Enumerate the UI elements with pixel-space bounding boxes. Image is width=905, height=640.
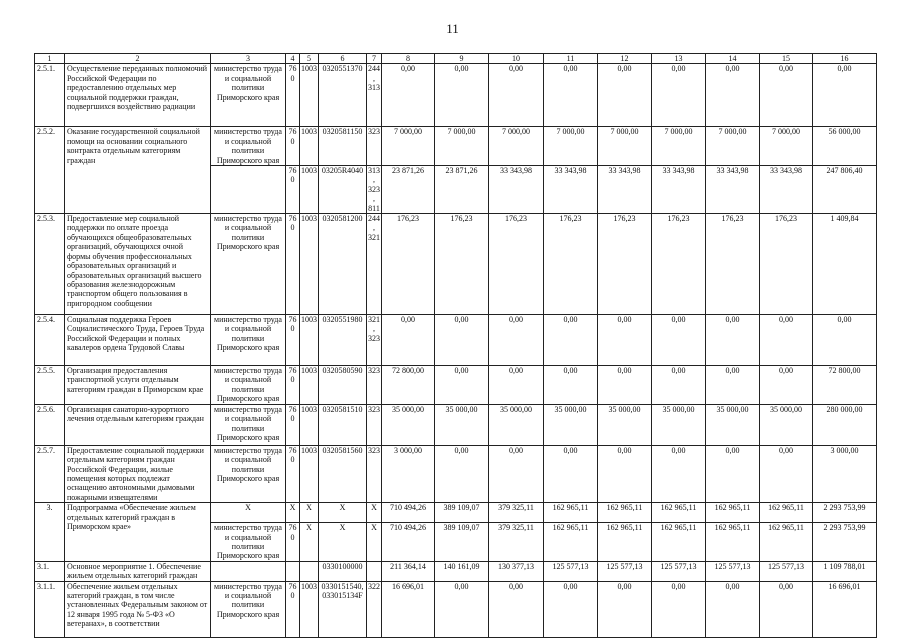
grbs-code: 760 xyxy=(286,581,300,637)
amount-cell: 176,23 xyxy=(598,214,652,315)
row-number: 2.5.6. xyxy=(35,404,65,445)
executor-org: министерство труда и социальной политики Приморского края xyxy=(211,214,286,315)
section-code: 1003 xyxy=(300,166,319,214)
table-row xyxy=(35,214,877,315)
target-article-code: 0320580590 xyxy=(319,366,367,405)
expense-type-code: 321, 323 xyxy=(367,315,382,366)
table-row xyxy=(35,64,877,127)
section-code xyxy=(300,561,319,581)
expense-type-code: 323 xyxy=(367,127,382,166)
amount-cell: 0,00 xyxy=(489,581,544,637)
amount-cell: 0,00 xyxy=(435,315,489,366)
column-header: 7 xyxy=(367,54,382,64)
row-title: Оказание государственной социальной помощи на основании социального контракта отдельным категориям граждан xyxy=(65,127,211,214)
amount-cell: 0,00 xyxy=(760,445,813,502)
amount-cell: 0,00 xyxy=(760,366,813,405)
section-code: 1003 xyxy=(300,404,319,445)
amount-cell: 0,00 xyxy=(652,315,706,366)
row-title: Предоставление мер социальной поддержки по оплате проезда обучающихся общеобразовательных организаций, обучающихся очной формы обучения профессиональных образовательных организаций и образовательных организаций высшего образования железнодорожным транспортом общего пользования в пригородном сообщении xyxy=(65,214,211,315)
amount-cell: 0,00 xyxy=(598,445,652,502)
amount-cell: 35 000,00 xyxy=(435,404,489,445)
amount-cell: 247 806,40 xyxy=(813,166,877,214)
amount-cell: 0,00 xyxy=(489,64,544,127)
amount-cell: 176,23 xyxy=(706,214,760,315)
amount-cell: 0,00 xyxy=(598,581,652,637)
executor-org xyxy=(211,166,286,214)
expense-type-code: 323 xyxy=(367,404,382,445)
target-article-code: 0320581510 xyxy=(319,404,367,445)
amount-cell: 710 494,26 xyxy=(382,523,435,562)
executor-org: министерство труда и социальной политики Приморского края xyxy=(211,366,286,405)
target-article-code: 0330100000 xyxy=(319,561,367,581)
amount-cell: 7 000,00 xyxy=(382,127,435,166)
table-row xyxy=(35,366,877,405)
expense-type-code: 322 xyxy=(367,581,382,637)
amount-cell: 130 377,13 xyxy=(489,561,544,581)
amount-cell: 176,23 xyxy=(544,214,598,315)
row-number: 2.5.7. xyxy=(35,445,65,502)
section-code: 1003 xyxy=(300,581,319,637)
amount-cell: 56 000,00 xyxy=(813,127,877,166)
row-title: Организация предоставления транспортной услуги отдельным категориям граждан в Приморском крае xyxy=(65,366,211,405)
section-code: 1003 xyxy=(300,127,319,166)
row-title: Организация санаторно-курортного лечения отдельным категориям граждан xyxy=(65,404,211,445)
amount-cell: 1 409,84 xyxy=(813,214,877,315)
amount-cell: 0,00 xyxy=(706,315,760,366)
amount-cell: 0,00 xyxy=(813,64,877,127)
grbs-code xyxy=(286,561,300,581)
grbs-code: 760 xyxy=(286,445,300,502)
expense-type-code xyxy=(367,561,382,581)
amount-cell: 379 325,11 xyxy=(489,503,544,523)
row-title: Подпрограмма «Обеспечение жильем отдельных категорий граждан в Приморском крае» xyxy=(65,503,211,562)
amount-cell: 125 577,13 xyxy=(598,561,652,581)
amount-cell: 0,00 xyxy=(598,315,652,366)
executor-org: министерство труда и социальной политики Приморского края xyxy=(211,404,286,445)
amount-cell: 35 000,00 xyxy=(706,404,760,445)
amount-cell: 2 293 753,99 xyxy=(813,523,877,562)
expense-type-code: 244, 321 xyxy=(367,214,382,315)
amount-cell: 33 343,98 xyxy=(760,166,813,214)
row-number: 3.1. xyxy=(35,561,65,581)
table-row xyxy=(35,404,877,445)
amount-cell: 0,00 xyxy=(760,581,813,637)
amount-cell: 0,00 xyxy=(706,64,760,127)
amount-cell: 1 109 788,01 xyxy=(813,561,877,581)
section-code: 1003 xyxy=(300,64,319,127)
amount-cell: 162 965,11 xyxy=(760,503,813,523)
amount-cell: 7 000,00 xyxy=(760,127,813,166)
amount-cell: 23 871,26 xyxy=(435,166,489,214)
amount-cell: 125 577,13 xyxy=(652,561,706,581)
amount-cell: 162 965,11 xyxy=(544,523,598,562)
amount-cell: 72 800,00 xyxy=(382,366,435,405)
column-header: 16 xyxy=(813,54,877,64)
amount-cell: 0,00 xyxy=(652,445,706,502)
column-header: 13 xyxy=(652,54,706,64)
grbs-code: 760 xyxy=(286,64,300,127)
amount-cell: 35 000,00 xyxy=(760,404,813,445)
amount-cell: 7 000,00 xyxy=(489,127,544,166)
executor-org: X xyxy=(211,503,286,523)
amount-cell: 0,00 xyxy=(489,315,544,366)
budget-table xyxy=(34,53,877,638)
row-number: 3.1.1. xyxy=(35,581,65,637)
amount-cell: 7 000,00 xyxy=(652,127,706,166)
amount-cell: 33 343,98 xyxy=(706,166,760,214)
amount-cell: 710 494,26 xyxy=(382,503,435,523)
amount-cell: 140 161,09 xyxy=(435,561,489,581)
row-number: 2.5.2. xyxy=(35,127,65,214)
amount-cell: 35 000,00 xyxy=(382,404,435,445)
grbs-code: 760 xyxy=(286,127,300,166)
target-article-code: 0320581200 xyxy=(319,214,367,315)
page-number: 11 xyxy=(446,21,459,36)
row-title: Обеспечение жильем отдельных категорий граждан, в том числе установленных Федеральным законом от 12 января 1995 года № 5-ФЗ «О ветеранах», в соответствии xyxy=(65,581,211,637)
target-article-code: 0320581560 xyxy=(319,445,367,502)
section-code: 1003 xyxy=(300,445,319,502)
target-article-code: 0330151540, 033015134F xyxy=(319,581,367,637)
amount-cell: 176,23 xyxy=(489,214,544,315)
header-row xyxy=(35,54,877,64)
row-title: Осуществление переданных полномочий Российской Федерации по предоставлению отдельных мер социальной поддержки граждан, подвергшихся воздействию радиации xyxy=(65,64,211,127)
expense-type-code: 313, 323, 811 xyxy=(368,166,380,213)
amount-cell: 0,00 xyxy=(652,366,706,405)
amount-cell: 7 000,00 xyxy=(544,127,598,166)
amount-cell: 389 109,07 xyxy=(435,503,489,523)
column-header: 10 xyxy=(489,54,544,64)
amount-cell: 0,00 xyxy=(544,445,598,502)
executor-org: министерство труда и социальной политики Приморского края xyxy=(211,581,286,637)
row-title: Предоставление социальной поддержки отдельным категориям граждан Российской Федерации, жилые помещения которых подлежат оснащению автономными дымовыми пожарными извещателями xyxy=(65,445,211,502)
amount-cell: 33 343,98 xyxy=(489,166,544,214)
amount-cell: 7 000,00 xyxy=(706,127,760,166)
section-code: X xyxy=(300,523,319,562)
table-row xyxy=(35,315,877,366)
row-number: 2.5.5. xyxy=(35,366,65,405)
row-title: Социальная поддержка Героев Социалистического Труда, Героев Труда Российской Федерации и полных кавалеров ордена Трудовой Славы xyxy=(65,315,211,366)
amount-cell: 0,00 xyxy=(760,64,813,127)
amount-cell: 176,23 xyxy=(435,214,489,315)
amount-cell: 125 577,13 xyxy=(706,561,760,581)
row-number: 3. xyxy=(35,503,65,562)
grbs-code: X xyxy=(286,503,300,523)
amount-cell: 162 965,11 xyxy=(760,523,813,562)
grbs-code: 760 xyxy=(286,315,300,366)
executor-org: министерство труда и социальной политики Приморского края xyxy=(211,445,286,502)
column-header: 6 xyxy=(319,54,367,64)
executor-org: министерство труда и социальной политики Приморского края xyxy=(211,127,286,166)
column-header: 3 xyxy=(211,54,286,64)
amount-cell: 72 800,00 xyxy=(813,366,877,405)
amount-cell: 162 965,11 xyxy=(598,523,652,562)
target-article-code: 03205R4040 xyxy=(319,166,367,214)
amount-cell: 0,00 xyxy=(760,315,813,366)
amount-cell: 162 965,11 xyxy=(544,503,598,523)
section-code: 1003 xyxy=(300,214,319,315)
expense-type-code: X xyxy=(367,523,382,562)
table-row xyxy=(35,581,877,637)
column-header: 2 xyxy=(65,54,211,64)
row-title: Основное мероприятие 1. Обеспечение жильем отдельных категорий граждан xyxy=(65,561,211,581)
executor-org xyxy=(211,561,286,581)
column-header: 8 xyxy=(382,54,435,64)
amount-cell: 0,00 xyxy=(544,315,598,366)
column-header: 15 xyxy=(760,54,813,64)
amount-cell: 162 965,11 xyxy=(706,523,760,562)
amount-cell: 211 364,14 xyxy=(382,561,435,581)
column-header: 14 xyxy=(706,54,760,64)
executor-org: министерство труда и социальной политики Приморского края xyxy=(211,315,286,366)
expense-type-code: 323 xyxy=(367,445,382,502)
amount-cell: 0,00 xyxy=(706,366,760,405)
target-article-code: 0320551980 xyxy=(319,315,367,366)
amount-cell: 0,00 xyxy=(435,581,489,637)
amount-cell: 0,00 xyxy=(706,445,760,502)
amount-cell: 379 325,11 xyxy=(489,523,544,562)
executor-org: министерство труда и социальной политики Приморского края xyxy=(211,64,286,127)
amount-cell: 35 000,00 xyxy=(652,404,706,445)
amount-cell: 0,00 xyxy=(489,366,544,405)
amount-cell: 0,00 xyxy=(652,581,706,637)
amount-cell: 0,00 xyxy=(544,581,598,637)
table-row xyxy=(35,445,877,502)
amount-cell: 3 000,00 xyxy=(382,445,435,502)
amount-cell: 0,00 xyxy=(652,64,706,127)
amount-cell: 35 000,00 xyxy=(544,404,598,445)
amount-cell: 3 000,00 xyxy=(813,445,877,502)
expense-type-code: 244, 313 xyxy=(367,64,382,127)
amount-cell: 389 109,07 xyxy=(435,523,489,562)
amount-cell: 162 965,11 xyxy=(652,503,706,523)
amount-cell: 0,00 xyxy=(544,366,598,405)
amount-cell: 162 965,11 xyxy=(706,503,760,523)
column-header: 11 xyxy=(544,54,598,64)
amount-cell: 7 000,00 xyxy=(435,127,489,166)
row-number: 2.5.4. xyxy=(35,315,65,366)
target-article-code: X xyxy=(319,503,367,523)
amount-cell: 125 577,13 xyxy=(544,561,598,581)
column-header: 12 xyxy=(598,54,652,64)
target-article-code: X xyxy=(319,523,367,562)
amount-cell: 280 000,00 xyxy=(813,404,877,445)
table-row xyxy=(35,561,877,581)
amount-cell: 0,00 xyxy=(706,581,760,637)
column-header: 4 xyxy=(286,54,300,64)
row-number: 2.5.3. xyxy=(35,214,65,315)
amount-cell: 162 965,11 xyxy=(652,523,706,562)
column-header: 9 xyxy=(435,54,489,64)
amount-cell: 35 000,00 xyxy=(489,404,544,445)
amount-cell: 33 343,98 xyxy=(652,166,706,214)
amount-cell: 33 343,98 xyxy=(598,166,652,214)
amount-cell: 176,23 xyxy=(760,214,813,315)
amount-cell: 0,00 xyxy=(598,366,652,405)
grbs-code: 760 xyxy=(286,366,300,405)
amount-cell: 0,00 xyxy=(544,64,598,127)
section-code: X xyxy=(300,503,319,523)
amount-cell: 0,00 xyxy=(435,445,489,502)
amount-cell: 125 577,13 xyxy=(760,561,813,581)
amount-cell: 0,00 xyxy=(813,315,877,366)
column-header: 1 xyxy=(35,54,65,64)
amount-cell: 162 965,11 xyxy=(598,503,652,523)
section-code: 1003 xyxy=(300,366,319,405)
amount-cell: 16 696,01 xyxy=(813,581,877,637)
grbs-code: 760 xyxy=(286,214,300,315)
grbs-code: 760 xyxy=(286,404,300,445)
amount-cell: 176,23 xyxy=(382,214,435,315)
amount-cell: 0,00 xyxy=(598,64,652,127)
section-code: 1003 xyxy=(300,315,319,366)
amount-cell: 176,23 xyxy=(652,214,706,315)
amount-cell: 33 343,98 xyxy=(544,166,598,214)
table-row xyxy=(35,503,877,523)
target-article-code: 0320581150 xyxy=(319,127,367,166)
row-number: 2.5.1. xyxy=(35,64,65,127)
amount-cell: 7 000,00 xyxy=(598,127,652,166)
target-article-code: 0320551370 xyxy=(319,64,367,127)
grbs-code: 760 xyxy=(286,523,300,562)
amount-cell: 0,00 xyxy=(382,315,435,366)
grbs-code: 760 xyxy=(286,166,300,214)
amount-cell: 2 293 753,99 xyxy=(813,503,877,523)
amount-cell: 16 696,01 xyxy=(382,581,435,637)
amount-cell: 35 000,00 xyxy=(598,404,652,445)
amount-cell: 0,00 xyxy=(435,64,489,127)
amount-cell: 0,00 xyxy=(435,366,489,405)
column-header: 5 xyxy=(300,54,319,64)
amount-cell: 0,00 xyxy=(489,445,544,502)
amount-cell: 0,00 xyxy=(382,64,435,127)
expense-type-code: 323 xyxy=(367,366,382,405)
expense-type-code: X xyxy=(367,503,382,523)
table-row xyxy=(35,127,877,166)
executor-org: министерство труда и социальной политики Приморского края xyxy=(211,523,286,562)
amount-cell: 23 871,26 xyxy=(382,166,435,214)
